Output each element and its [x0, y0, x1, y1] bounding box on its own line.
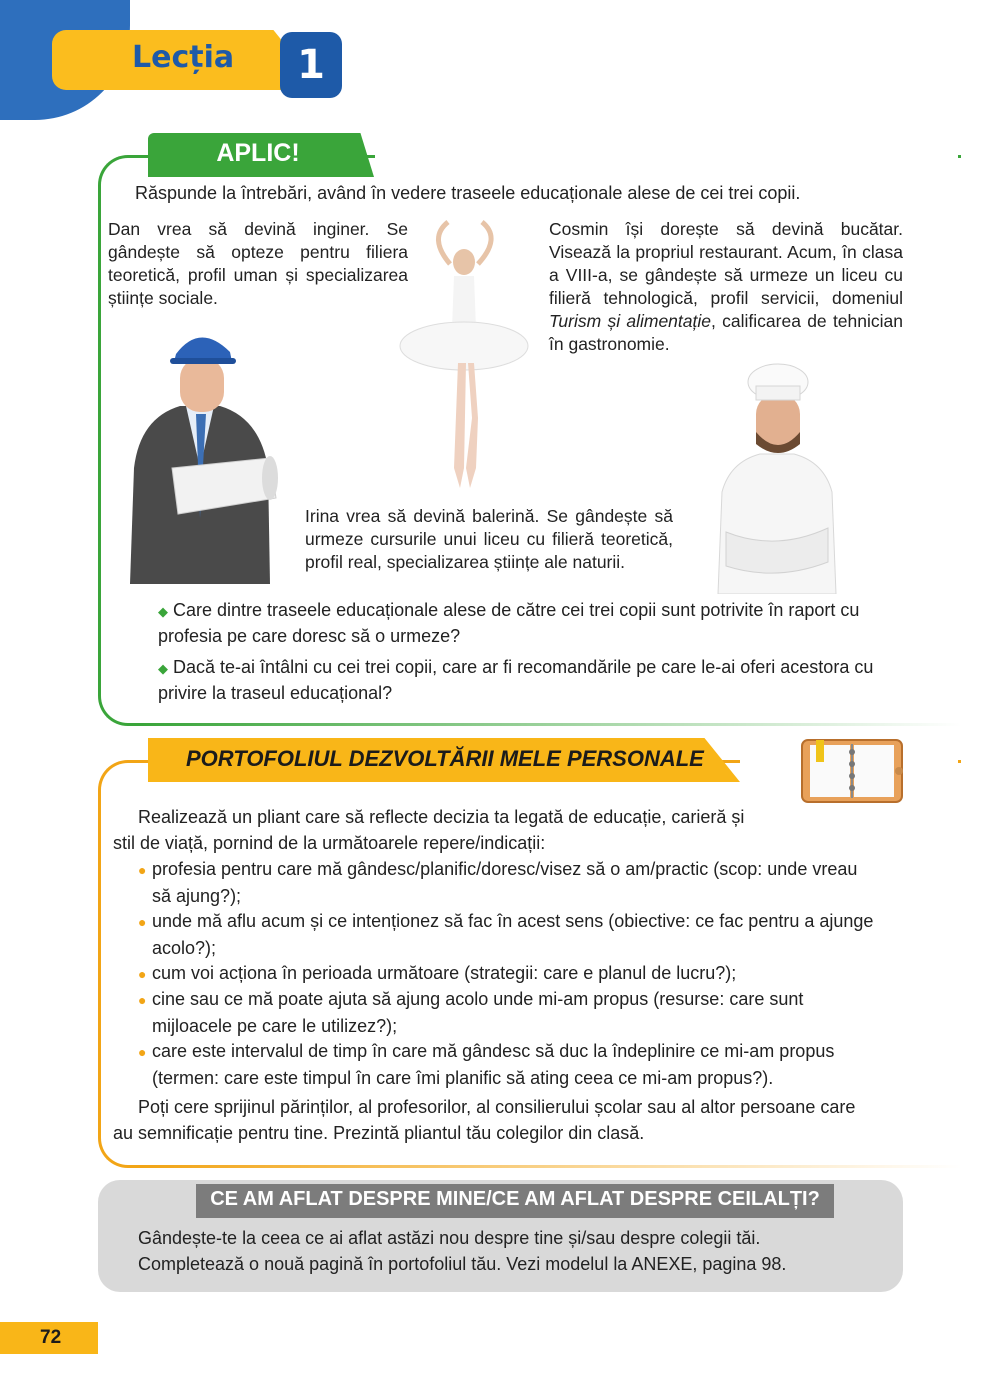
bullet-2-cont: acolo?);: [152, 938, 217, 958]
cosmin-text-2: , calificarea de tehnician în gastronomie.: [549, 311, 903, 354]
dot-bullet-icon: ●: [138, 992, 147, 1008]
summary-title: CE AM AFLAT DESPRE MINE/CE AM AFLAT DESPRE CEILALȚI?: [210, 1188, 820, 1210]
portfolio-bullet-2: [138, 908, 903, 961]
diamond-bullet-icon: ◆: [158, 661, 168, 676]
question-1: [158, 598, 903, 649]
portfolio-title: PORTOFOLIUL DEZVOLTĂRII MELE PERSONALE: [186, 746, 704, 771]
diamond-bullet-icon: ◆: [158, 604, 168, 619]
ballerina-photo: [398, 218, 530, 496]
engineer-photo: [120, 318, 280, 584]
portfolio-bullet-3: [138, 960, 903, 987]
question-2-text: Dacă te-ai întâlni cu cei trei copii, care ar fi recomandările pe care le-ai oferi acestora cu privire la traseul educațional?: [158, 657, 874, 703]
dot-bullet-icon: ●: [138, 966, 147, 982]
portfolio-outro-2: au semnificație pentru tine. Prezintă pliantul tău colegilor din clasă.: [113, 1123, 645, 1143]
cosmin-text-1: Cosmin își dorește să devină bucătar. Visează la propriul restaurant. Acum, în clasa a VIII-a, se gândește să urmeze un liceu cu filieră tehnologică, profil servicii, domeniul: [549, 219, 903, 308]
question-1-text: Care dintre traseele educaționale alese de către cei trei copii sunt potrivite în raport cu profesia pe care doresc să o urmeze?: [158, 600, 860, 646]
bullet-2-text: unde mă aflu acum și ce intenționez să fac în acest sens (obiective: ce fac pentru a ajunge: [152, 911, 874, 931]
dot-bullet-icon: ●: [138, 1044, 147, 1060]
bullet-1-text: profesia pentru care mă gândesc/planific/doresc/visez să o am/practic (scop: unde vreau: [152, 859, 858, 879]
portfolio-intro-2: stil de viață, pornind de la următoarele repere/indicații:: [113, 833, 546, 853]
portfolio-intro-1: Realizează un pliant care să reflecte decizia ta legată de educație, carieră și: [138, 807, 745, 827]
aplic-title: APLIC!: [216, 139, 300, 167]
portfolio-bullet-5: [138, 1038, 903, 1091]
cosmin-domain: Turism și alimentație: [549, 311, 711, 331]
dan-story: Dan vrea să devină inginer. Se gândește să opteze pentru filiera teoretică, profil uman și specializarea științe sociale.: [108, 219, 408, 308]
notebook-icon: [800, 738, 904, 804]
bullet-5-cont: (termen: care este timpul în care îmi planific să ating ceea ce mi-am propus?).: [152, 1068, 774, 1088]
aplic-intro: Răspunde la întrebări, având în vedere traseele educaționale alese de cei trei copii.: [135, 183, 801, 203]
summary-line-1: Gândește-te la ceea ce ai aflat astăzi nou despre tine și/sau despre colegii tăi.: [138, 1228, 761, 1248]
portfolio-bullet-1: [138, 856, 903, 909]
lesson-label: Lecția: [132, 40, 235, 75]
cosmin-story: [549, 218, 903, 356]
summary-line-2: Completează o nouă pagină în portofoliul tău. Vezi modelul la ANEXE, pagina 98.: [138, 1254, 787, 1274]
summary-text: [138, 1225, 786, 1277]
irina-story: Irina vrea să devină balerină. Se gândește să urmeze cursurile unui liceu cu filieră teoretică, profil real, specializarea științe ale naturii.: [305, 506, 673, 572]
bullet-4-cont: mijloacele pe care le utilizez?);: [152, 1016, 398, 1036]
chef-photo: [712, 362, 842, 594]
dot-bullet-icon: ●: [138, 862, 147, 878]
bullet-5-text: care este intervalul de timp în care mă gândesc să duc la îndeplinire ce mi-am propus: [152, 1041, 835, 1061]
dot-bullet-icon: ●: [138, 914, 147, 930]
portfolio-bullet-4: [138, 986, 903, 1039]
lesson-number: 1: [280, 32, 342, 98]
bullet-3-text: cum voi acționa în perioada următoare (strategii: care e planul de lucru?);: [152, 963, 737, 983]
bullet-4-text: cine sau ce mă poate ajuta să ajung acolo unde mi-am propus (resurse: care sunt: [152, 989, 804, 1009]
portfolio-outro-1: Poți cere sprijinul părinților, al profesorilor, al consilierului școlar sau al altor persoane care: [138, 1097, 856, 1117]
bullet-1-cont: să ajung?);: [152, 886, 242, 906]
page-number: 72: [40, 1327, 62, 1348]
frame-gap: [375, 155, 958, 159]
question-2: [158, 655, 903, 706]
